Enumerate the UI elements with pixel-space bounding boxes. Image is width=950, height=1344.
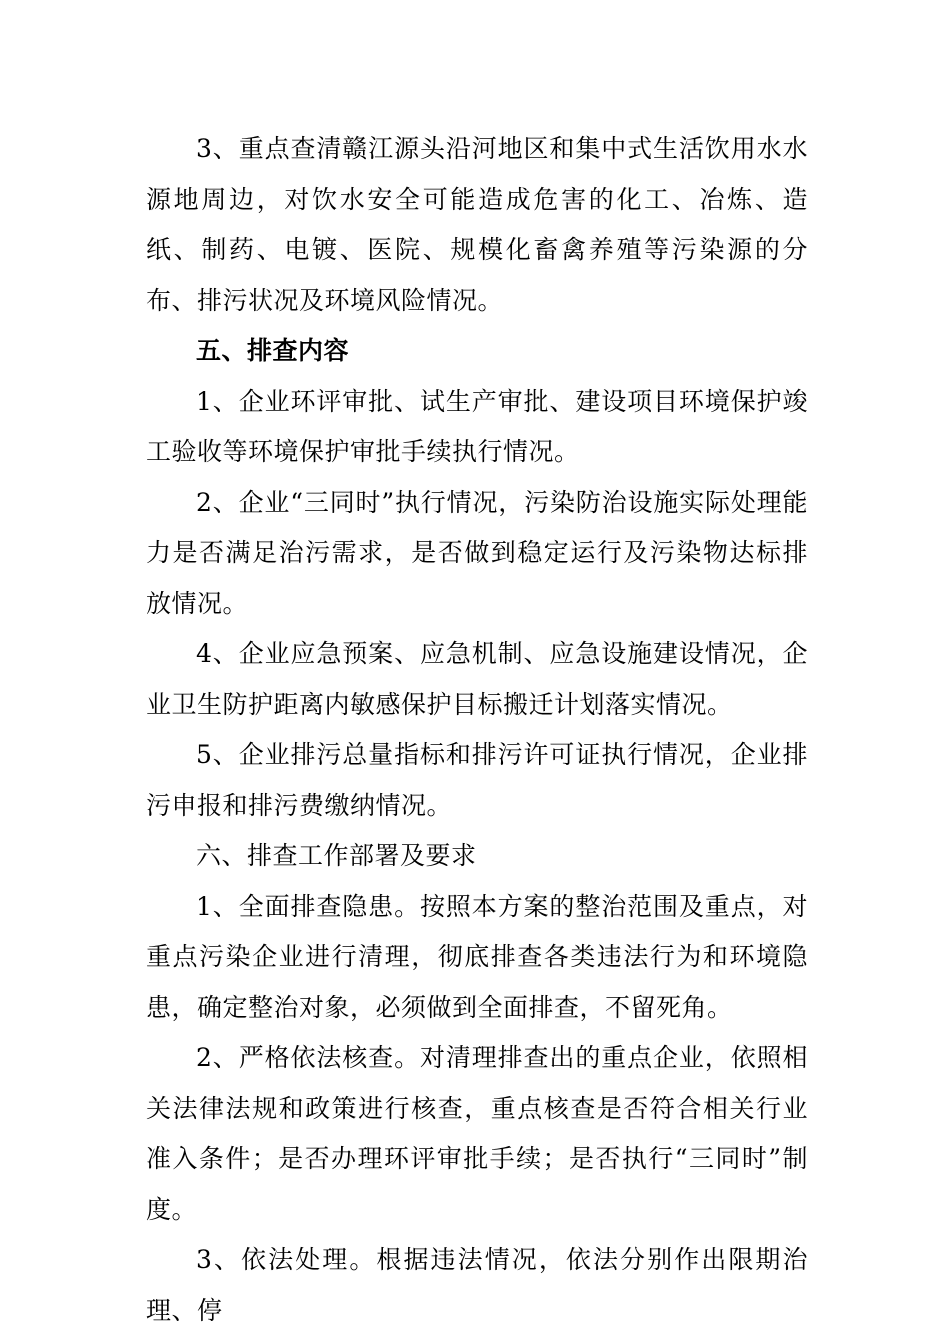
paragraph-3-pollution-sources: 3、重点查清赣江源头沿河地区和集中式生活饮用水水源地周边，对饮水安全可能造成危害的化工、冶炼、造纸、制药、电镀、医院、规模化畜禽养殖等污染源的分布、排污状况及环境风险情况。	[146, 134, 808, 315]
paragraph-4-emergency: 4、企业应急预案、应急机制、应急设施建设情况，企业卫生防护距离内敏感保护目标搬迁计划落实情况。	[146, 639, 808, 719]
section-heading-6: 六、排查工作部署及要求	[196, 841, 477, 870]
section-heading-5: 五、排查内容	[196, 336, 350, 365]
paragraph-1-approval: 1、企业环评审批、试生产审批、建设项目环境保护竣工验收等环境保护审批手续执行情况。	[146, 386, 808, 466]
paragraph-2-three-simultaneous: 2、企业“三同时”执行情况，污染防治设施实际处理能力是否满足治污需求，是否做到稳定运行及污染物达标排放情况。	[146, 487, 808, 618]
paragraph-3-legal-handling: 3、依法处理。根据违法情况，依法分别作出限期治理、停	[146, 1245, 808, 1325]
paragraph-1-full-inspection: 1、全面排查隐患。按照本方案的整治范围及重点，对重点污染企业进行清理，彻底排查各类违法行为和环境隐患，确定整治对象，必须做到全面排查，不留死角。	[146, 891, 808, 1022]
paragraph-2-legal-verification: 2、严格依法核查。对清理排查出的重点企业，依照相关法律法规和政策进行核查，重点核查是否符合相关行业准入条件；是否办理环评审批手续；是否执行“三同时”制度。	[146, 1043, 808, 1224]
paragraph-5-discharge-permit: 5、企业排污总量指标和排污许可证执行情况，企业排污申报和排污费缴纳情况。	[146, 740, 808, 820]
document-body	[146, 124, 808, 1336]
